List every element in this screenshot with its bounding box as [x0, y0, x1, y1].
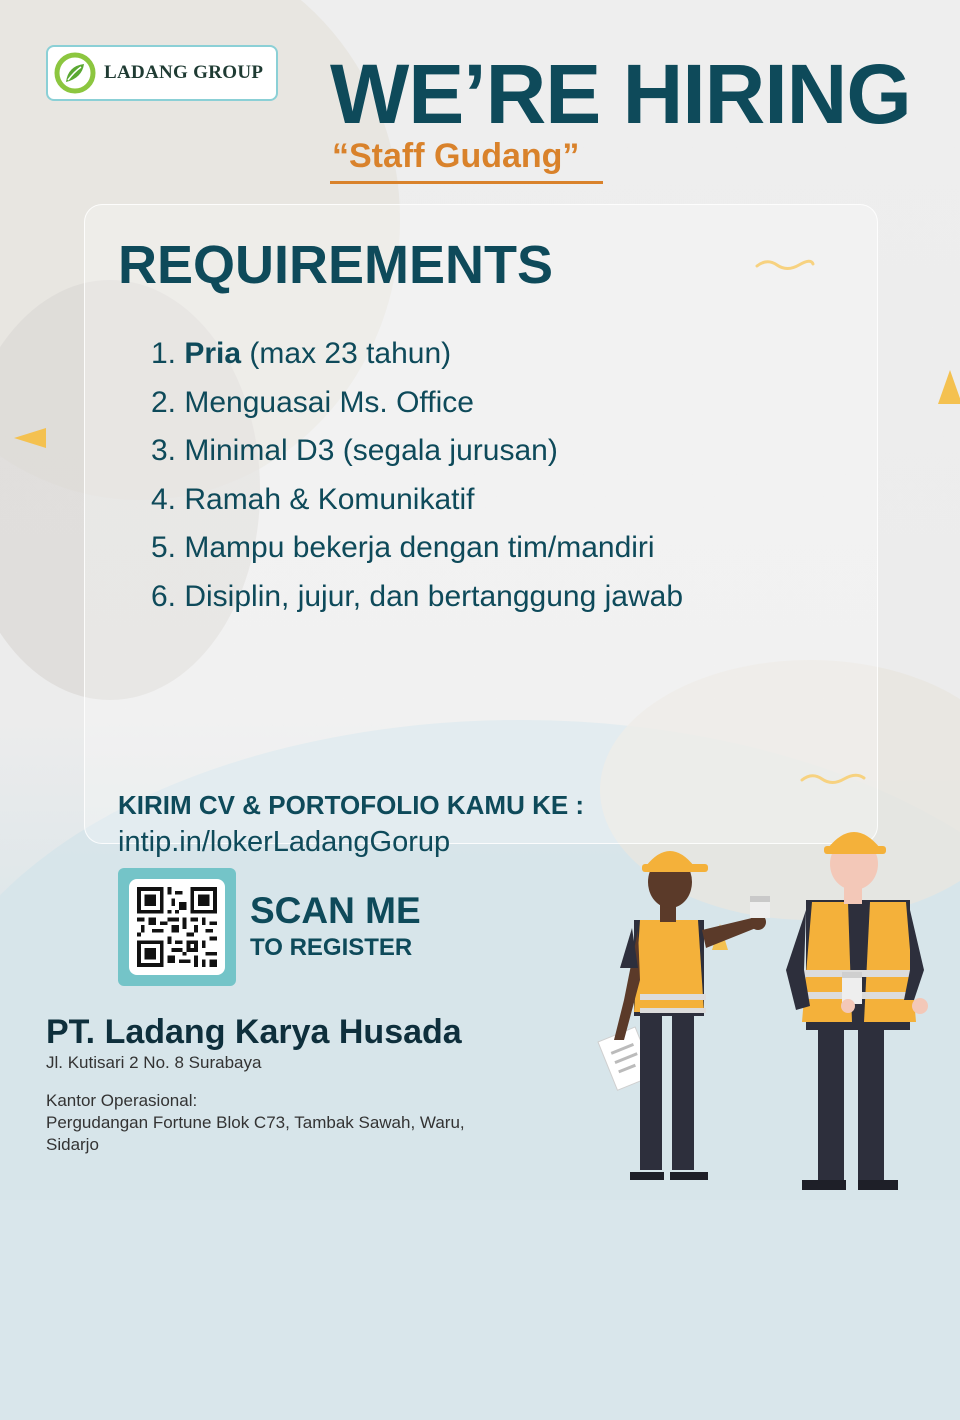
cta-title: KIRIM CV & PORTOFOLIO KAMU KE : — [118, 790, 585, 820]
scan-subtitle: TO REGISTER — [250, 934, 413, 961]
leaf-logo-icon — [54, 52, 96, 94]
requirement-item: 4. Ramah & Komunikatif — [150, 482, 475, 516]
scan-title: SCAN ME — [250, 890, 421, 931]
requirement-item: 5. Mampu bekerja dengan tim/mandiri — [150, 531, 655, 564]
requirement-item: 2. Menguasai Ms. Office — [150, 385, 474, 419]
construction-workers-illustration — [590, 820, 960, 1200]
worker-left-illustration — [598, 851, 770, 1180]
job-position: “Staff Gudang” — [330, 138, 603, 184]
company-logo — [46, 45, 278, 101]
application-link[interactable]: intip.in/lokerLadangGorup — [118, 826, 451, 858]
office-address: Pergudangan Fortune Blok C73, Tambak Sawah, Waru, Sidarjo — [46, 1113, 465, 1154]
requirements-list — [138, 330, 683, 621]
requirement-item: 6. Disiplin, jujur, dan bertanggung jawab — [150, 579, 684, 613]
headline: WE’RE HIRING — [330, 47, 911, 141]
triangle-decoration — [938, 370, 960, 404]
triangle-decoration — [14, 428, 46, 448]
office-label: Kantor Operasional: — [46, 1091, 198, 1110]
worker-right-illustration — [786, 832, 928, 1190]
requirements-title: REQUIREMENTS — [118, 235, 554, 295]
requirement-item: 3. Minimal D3 (segala jurusan) — [150, 434, 558, 467]
company-name: PT. Ladang Karya Husada — [46, 1013, 462, 1051]
logo-text: LADANG GROUP — [104, 62, 264, 83]
company-address: Jl. Kutisari 2 No. 8 Surabaya — [46, 1053, 262, 1072]
qr-code-icon — [137, 887, 217, 967]
qr-code[interactable] — [118, 868, 236, 986]
requirement-item: 1. Pria (max 23 tahun) — [150, 337, 452, 370]
